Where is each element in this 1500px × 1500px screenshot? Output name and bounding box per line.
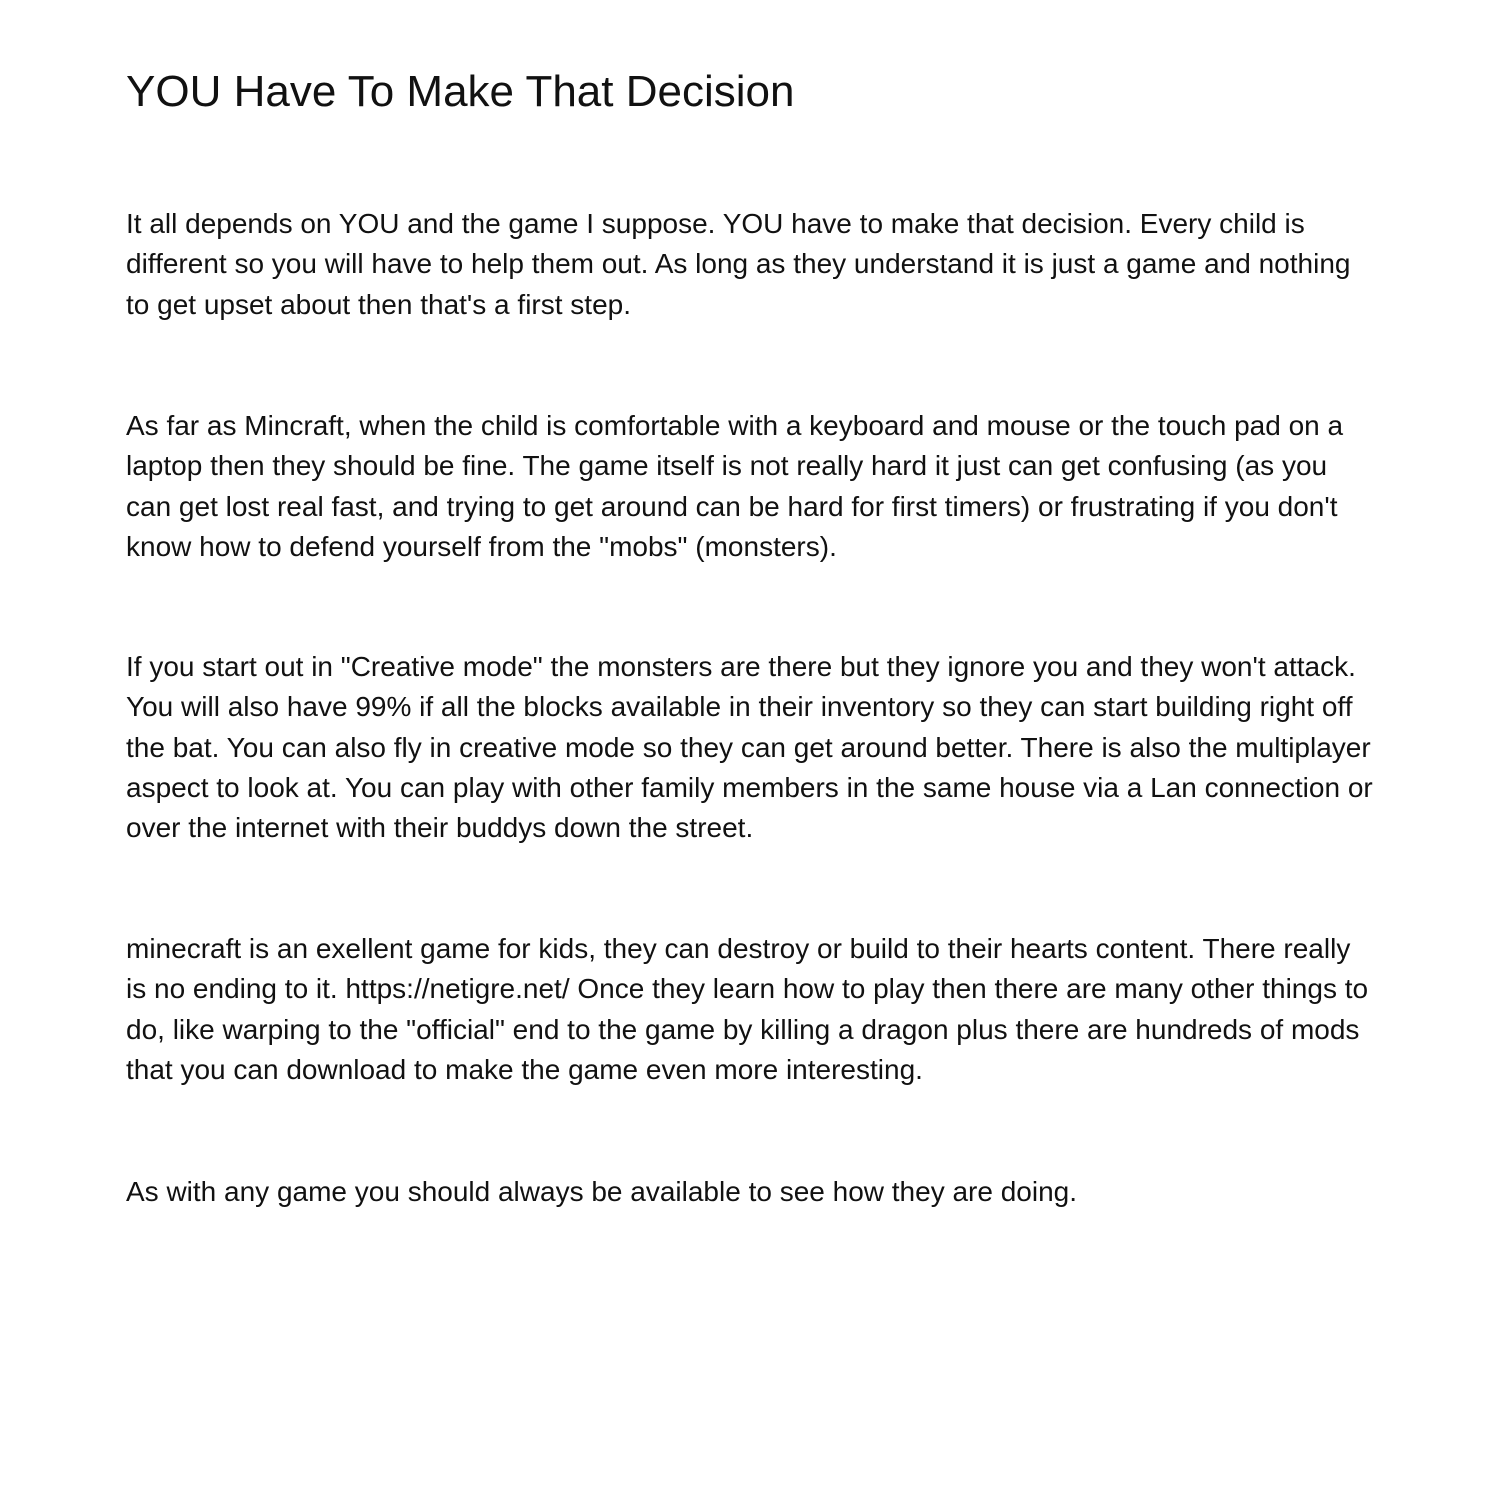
paragraph-2: As far as Mincraft, when the child is comfortable with a keyboard and mouse or the touch pad on a laptop then they should be fine. The game itself is not really hard it just can get confusing (as you can get lost real fast, and trying to get around can be hard for first timers) or frustrating if you don't know how to defend yourself from the "mobs" (monsters). xyxy=(126,410,1344,562)
paragraph-1: It all depends on YOU and the game I suppose. YOU have to make that decision. Every child is different so you will have to help them out. As long as they understand it is just a game and nothing to get upset about then that's a first step. xyxy=(126,208,1351,320)
paragraph-3: If you start out in "Creative mode" the monsters are there but they ignore you and they won't attack. You will also have 99% if all the blocks available in their inventory so they can start building right off the bat. You can also fly in creative mode so they can get around better. There is also the multiplayer aspect to look at. You can play with other family members in the same house via a Lan connection or over the internet with their buddys down the street. xyxy=(126,651,1373,844)
paragraph-5: As with any game you should always be available to see how they are doing. xyxy=(126,1176,1078,1207)
page-title: YOU Have To Make That Decision xyxy=(126,67,795,116)
paragraph-4: minecraft is an exellent game for kids, they can destroy or build to their hearts content. There really is no ending to it. https://netigre.net/ Once they learn how to play then there are many other things to do, like warping to the "official" end to the game by killing a dragon plus there are hundreds of mods that you can download to make the game even more interesting. xyxy=(126,933,1369,1085)
